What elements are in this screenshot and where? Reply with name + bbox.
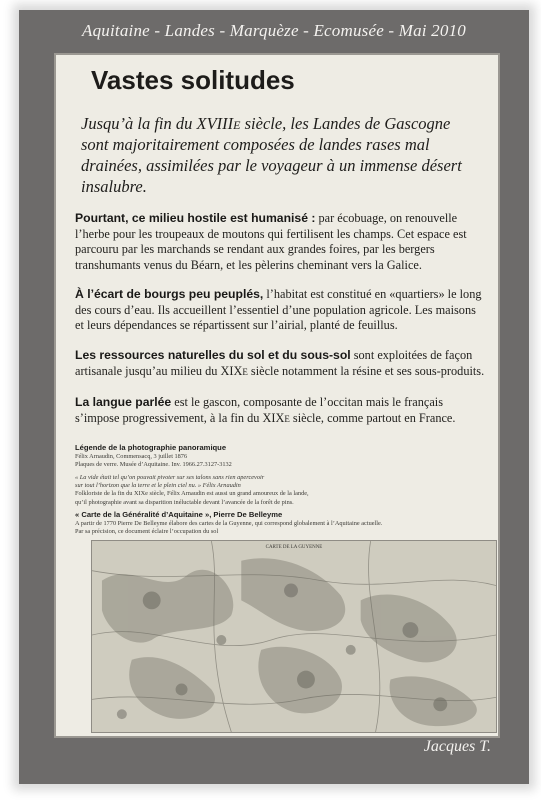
paragraph-bourgs [75, 287, 487, 334]
legend-line: Félix Arnaudin, Commensacq, 3 juillet 1876 [75, 453, 188, 461]
panel-lead [81, 113, 481, 197]
paragraph-text: est le gascon, composante de l’occitan mais le français s’impose progressivement, à la fin du [75, 395, 443, 425]
belleyme-map-image [91, 540, 497, 733]
map-legend-title: « Carte de la Généralité d’Aquitaine », Pierre De Belleyme [75, 510, 283, 519]
paragraph-heading: La langue parlée [75, 395, 172, 409]
map-legend-line: A partir de 1770 Pierre De Belleyme élabore des cartes de la Guyenne, qui correspond globalement à l’Aquitaine actuelle. [75, 520, 383, 528]
paragraph-langue [75, 395, 487, 426]
photo-frame [19, 10, 529, 784]
quote-block [75, 474, 475, 507]
lead-text-1: Jusqu’à la fin du [81, 114, 197, 133]
paragraph-heading: Pourtant, ce milieu hostile est humanisé : [75, 211, 316, 225]
paragraph-text: siècle notamment la résine et ses sous-produits. [247, 363, 485, 378]
paragraph-ressources [75, 348, 487, 379]
legend-title: Légende de la photographie panoramique [75, 443, 227, 452]
paragraph-century: XIXe [262, 410, 290, 425]
photo-caption: Aquitaine - Landes - Marquèze - Ecomusée - Mai 2010 [82, 21, 466, 40]
legend-block [75, 444, 475, 470]
map-legend-block [75, 511, 475, 537]
paragraph-text: sont exploitées de façon artisanale jusqu’au milieu du [75, 348, 473, 378]
lead-century: XVIIIe [196, 114, 241, 133]
panel-title: Vastes solitudes [91, 65, 295, 95]
lead-text-2: siècle, les Landes de Gascogne sont majoritairement composées de landes rases mal drainées, assimilées par le voyageur à un immense désert insalubre. [81, 114, 462, 196]
quote-line: qu’il photographie avant sa disparition inéluctable devant l’avancée de la forêt de pins. [75, 498, 294, 506]
quote-line: « La vide était tel qu’on pouvait pivoter sur ses talons sans rien apercevoir [75, 474, 265, 481]
legend-line: Plaques de verre. Musée d’Aquitaine. Inv. 1966.27.3127-3132 [75, 461, 232, 469]
photographer-signature: Jacques T. [423, 738, 491, 755]
map-illustration [92, 541, 496, 732]
quote-line: sur tout l’horizon que la terre et le plein ciel nu. » Félix Arnaudin [75, 482, 241, 490]
map-legend-line: Par sa précision, ce document éclaire l’occupation du sol [75, 528, 219, 536]
paragraph-century: XIXe [220, 363, 248, 378]
paragraph-text: siècle, comme partout en France. [289, 410, 456, 425]
paragraph-heading: À l’écart de bourgs peu peuplés, [75, 287, 264, 301]
museum-panel [54, 53, 500, 738]
map-inner-label: CARTE DE LA GUYENNE [265, 544, 323, 550]
paragraph-humanise [75, 211, 487, 273]
paragraph-text: l’habitat est constitué en «quartiers» le long des cours d’eau. Ils accueillent l’essentiel d’une population agricole. Les maisons et leurs dépendances se répartissent sur l’airial, planté de feuillus. [75, 287, 482, 332]
paragraph-heading: Les ressources naturelles du sol et du sous-sol [75, 348, 351, 362]
paragraph-text: par écobuage, on renouvelle l’herbe pour les troupeaux de moutons qui fertilisent les champs. Cet espace est parcouru par les marchands se rendant aux grandes foires, par les bergers transhumants venus du Béarn, et les pèlerins cheminant vers la Galice. [75, 211, 467, 272]
quote-line: Folkloriste de la fin du XIXe siècle, Félix Arnaudin est aussi un grand amoureux de la lande, [75, 490, 309, 498]
